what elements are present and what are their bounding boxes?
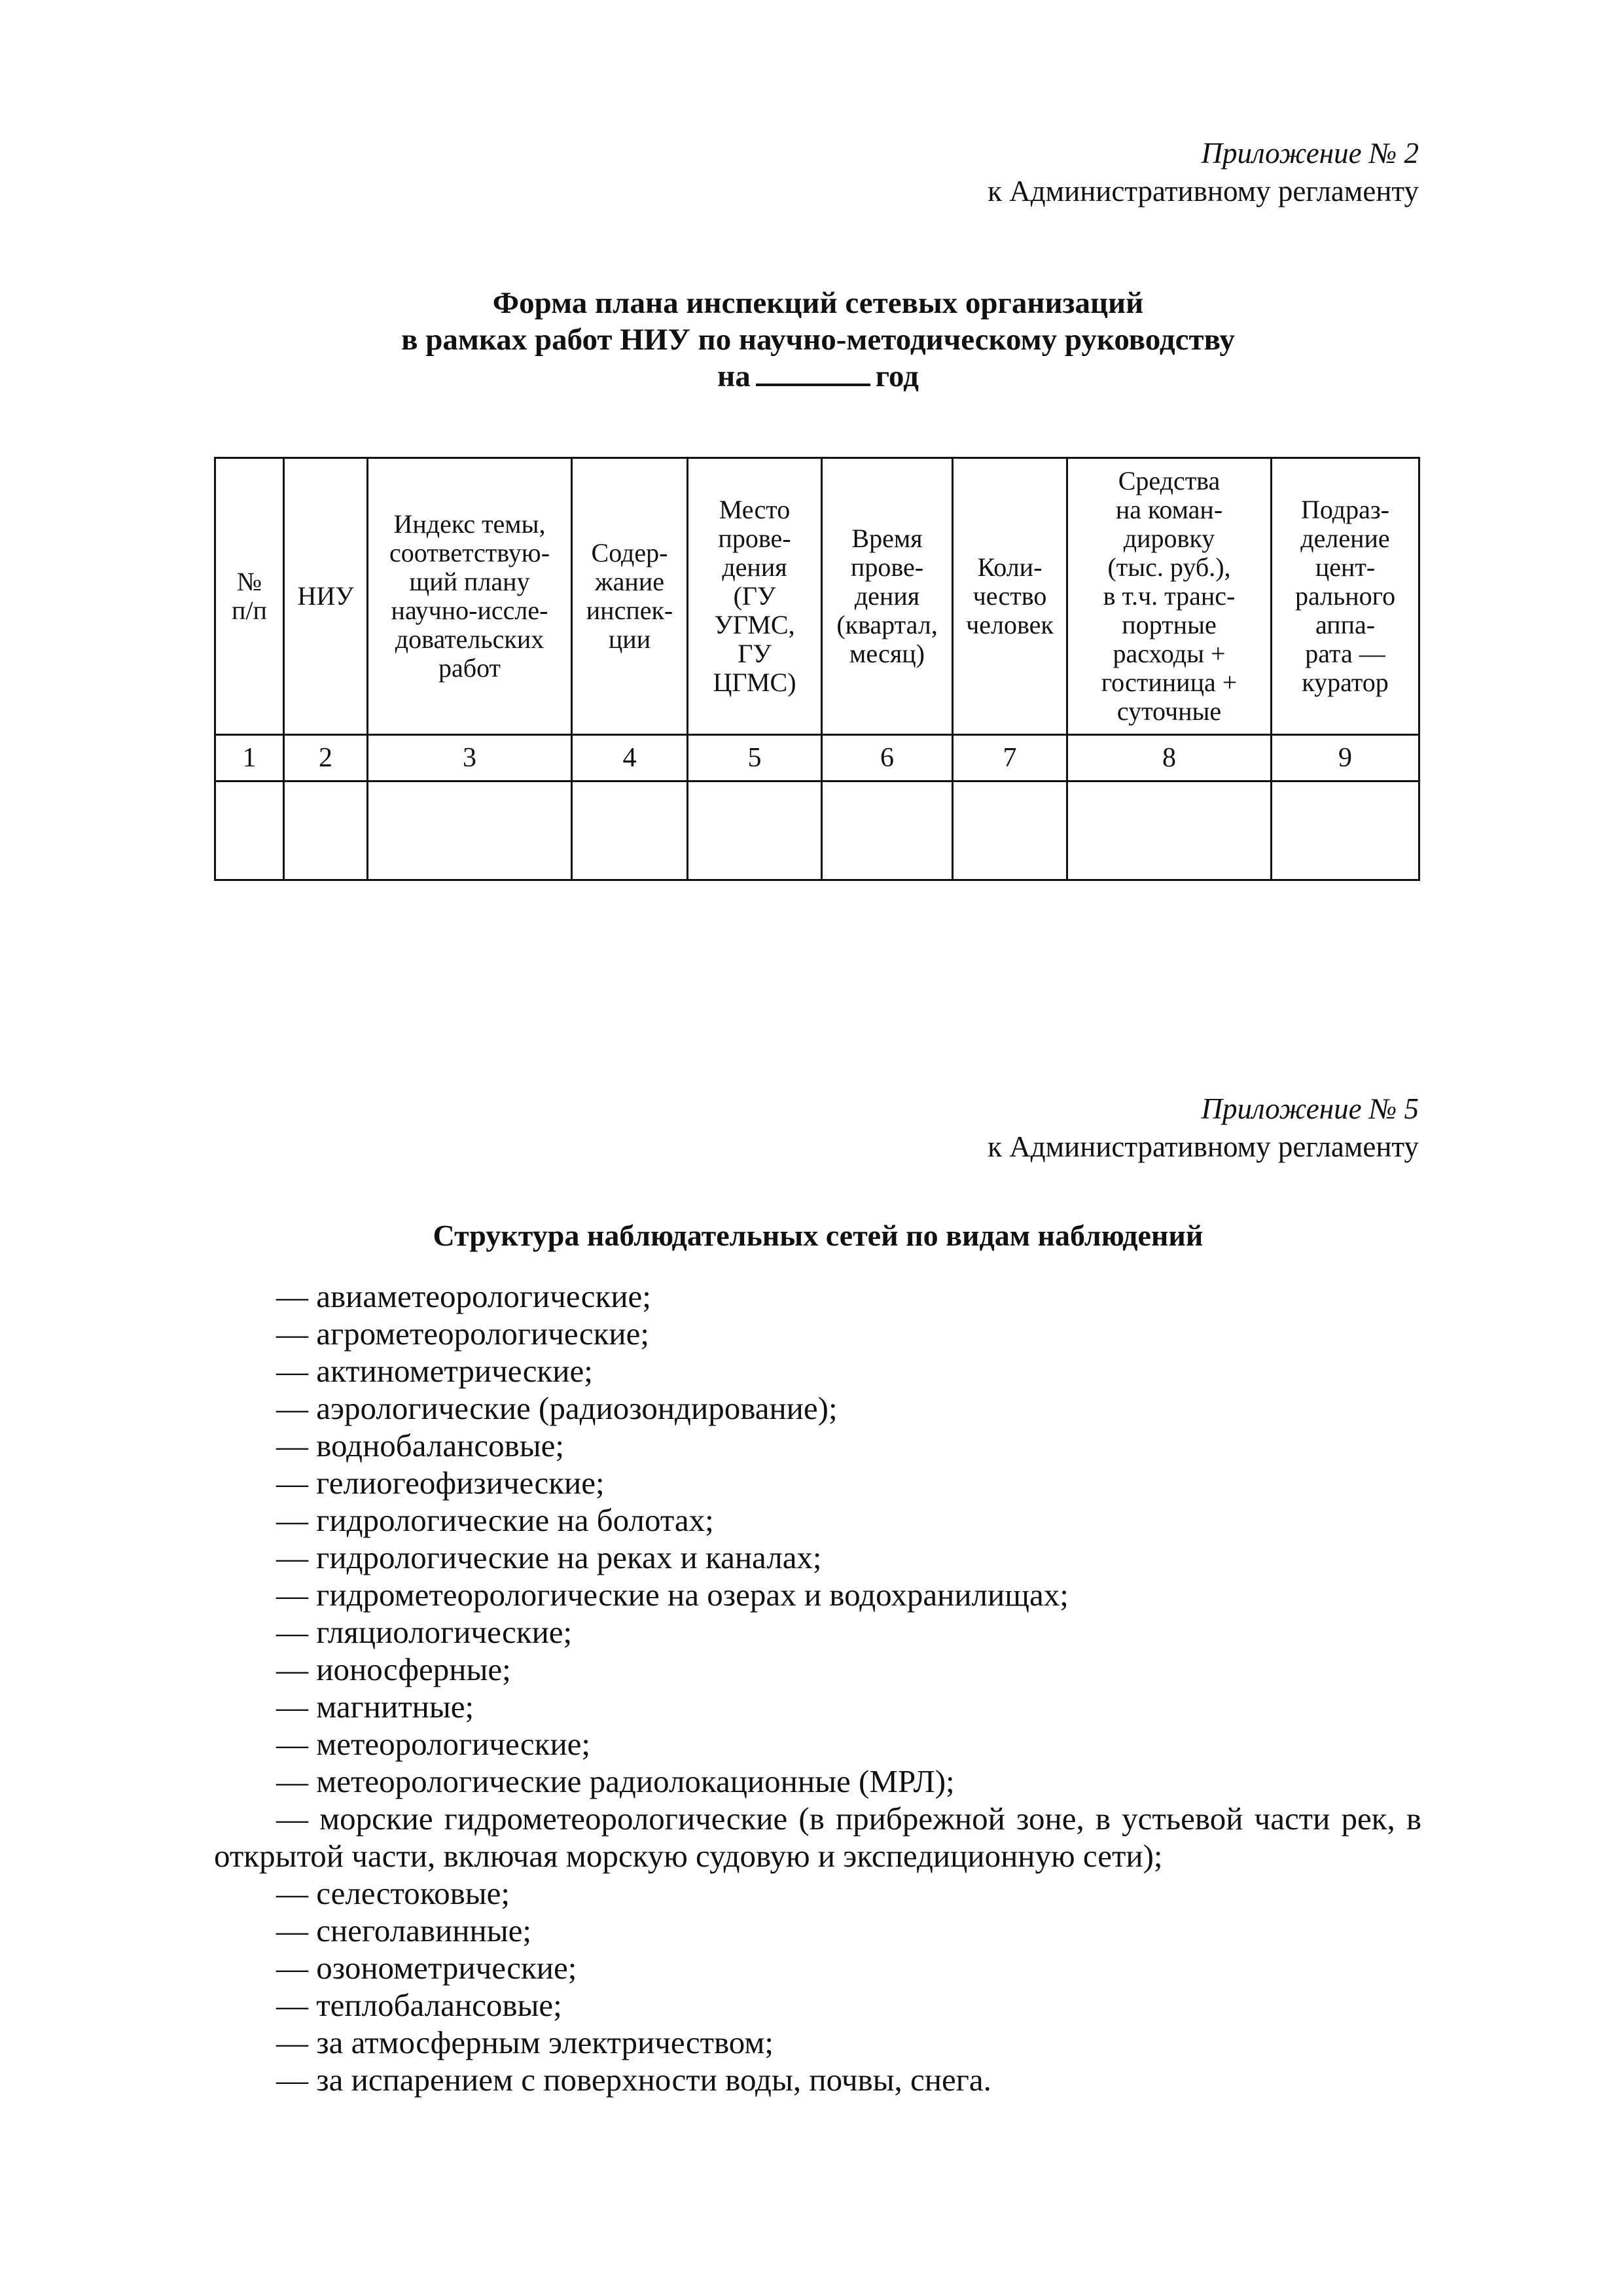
column-number-cell: 8	[1067, 735, 1272, 781]
table-header-cell	[284, 458, 368, 735]
column-number-cell: 1	[215, 735, 284, 781]
structure-title: Структура наблюдательных сетей по видам наблюдений	[433, 1219, 1204, 1252]
appendix-5-header	[988, 1090, 1419, 1166]
empty-cell[interactable]	[953, 781, 1067, 880]
list-item: — теплобалансовые;	[276, 1987, 562, 2023]
table-number-row	[215, 735, 1419, 781]
table-header-cell	[953, 458, 1067, 735]
empty-cell[interactable]	[822, 781, 953, 880]
list-item: — за испарением с поверхности воды, почвы, снега.	[276, 2062, 991, 2098]
header-number: № п/п	[232, 567, 267, 625]
empty-cell[interactable]	[572, 781, 688, 880]
header-topic-index: Индекс темы, соответствую- щий плану научно-иссле- довательских работ	[389, 509, 550, 683]
header-people-count: Коли- чество человек	[966, 552, 1054, 639]
empty-cell[interactable]	[688, 781, 822, 880]
list-item: — озонометрические;	[276, 1950, 577, 1986]
header-travel-funds: Средства на коман- дировку (тыс. руб.), в т.ч. транс- портные расходы + гостиница + суточные	[1101, 466, 1238, 726]
year-blank-field[interactable]	[756, 359, 870, 386]
table-header-cell	[572, 458, 688, 735]
header-time: Время прове- дения (квартал, месяц)	[836, 524, 938, 668]
list-item: — ионосферные;	[276, 1651, 511, 1687]
list-item: — актинометрические;	[276, 1353, 593, 1389]
list-item: — гидрологические на болотах;	[276, 1502, 714, 1538]
header-niu: НИУ	[297, 581, 354, 611]
appendix-2-subtitle: к Административному регламенту	[988, 175, 1419, 207]
appendix-5-label: Приложение № 5	[1201, 1092, 1419, 1125]
list-item: — аэрологические (радиозондирование);	[276, 1390, 838, 1426]
empty-cell[interactable]	[368, 781, 572, 880]
header-content: Содер- жание инспек- ции	[586, 538, 673, 654]
form-title-line-2: в рамках работ НИУ по научно-методическому руководству	[401, 323, 1235, 357]
list-item: — морские гидрометеорологические (в прибрежной зоне, в устьевой части рек, в открытой части, включая морскую судовую и экспедиционную сети);	[214, 1801, 1421, 1874]
empty-cell[interactable]	[215, 781, 284, 880]
list-item: — метеорологические радиолокационные (МРЛ);	[276, 1763, 955, 1799]
list-item: — гляциологические;	[276, 1614, 573, 1650]
column-number-cell: 4	[572, 735, 688, 781]
list-item: — гелиогеофизические;	[276, 1465, 605, 1501]
list-item: — авиаметеорологические;	[276, 1278, 651, 1314]
table-header-cell	[1272, 458, 1419, 735]
column-number-cell: 9	[1272, 735, 1419, 781]
column-number-cell: 7	[953, 735, 1067, 781]
column-number-cell: 3	[368, 735, 572, 781]
list-item: — гидрологические на реках и каналах;	[276, 1539, 822, 1575]
header-curator-unit: Подраз- деление цент- рального аппа- рата — куратор	[1294, 495, 1396, 697]
list-item: — магнитные;	[276, 1689, 474, 1725]
appendix-2-label: Приложение № 2	[1201, 137, 1419, 170]
list-item: — воднобалансовые;	[276, 1427, 564, 1463]
empty-cell[interactable]	[284, 781, 368, 880]
table-header-cell	[368, 458, 572, 735]
list-item: — за атмосферным электричеством;	[276, 2024, 774, 2060]
form-title-year-suffix: год	[875, 359, 919, 393]
list-item: — агрометеорологические;	[276, 1316, 649, 1352]
form-title-line-3	[216, 358, 1420, 395]
form-title-line-1: Форма плана инспекций сетевых организаций	[492, 286, 1144, 320]
empty-cell[interactable]	[1067, 781, 1272, 880]
observation-types-list	[214, 1278, 1421, 2098]
table-header-cell	[215, 458, 284, 735]
list-item: — снеголавинные;	[276, 1912, 531, 1948]
table-header-cell	[822, 458, 953, 735]
table-header-cell	[1067, 458, 1272, 735]
form-title-year-prefix: на	[717, 359, 751, 393]
list-item: — гидрометеорологические на озерах и водохранилищах;	[276, 1577, 1069, 1613]
list-item: — метеорологические;	[276, 1726, 591, 1762]
table-header-cell	[688, 458, 822, 735]
column-number-cell: 2	[284, 735, 368, 781]
column-number-cell: 5	[688, 735, 822, 781]
inspection-plan-table	[214, 457, 1420, 881]
appendix-2-header	[988, 134, 1419, 210]
table-empty-row	[215, 781, 1419, 880]
list-item: — селестоковые;	[276, 1875, 510, 1911]
empty-cell[interactable]	[1272, 781, 1419, 880]
column-number-cell: 6	[822, 735, 953, 781]
appendix-5-subtitle: к Административному регламенту	[988, 1130, 1419, 1163]
table-header-row	[215, 458, 1419, 735]
header-location: Место прове- дения (ГУ УГМС, ГУ ЦГМС)	[713, 495, 796, 697]
form-title	[216, 285, 1420, 395]
